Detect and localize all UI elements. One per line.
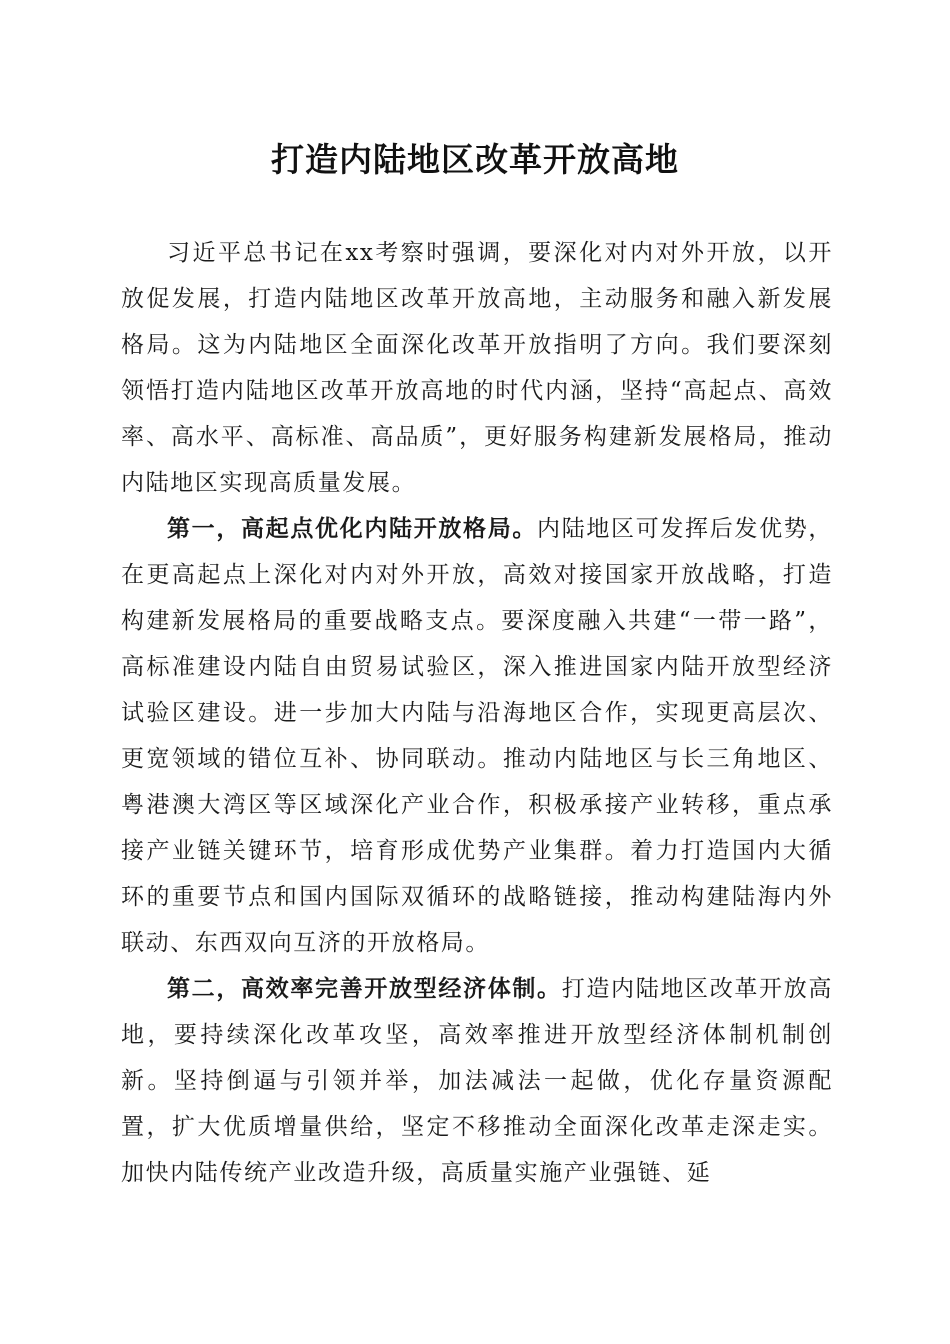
paragraph-first-point [121, 506, 833, 966]
paragraph-lead-heading: 第一，高起点优化内陆开放格局。 [167, 515, 538, 542]
paragraph-lead-heading: 第二，高效率完善开放型经济体制。 [167, 975, 562, 1002]
paragraph-text: 打造内陆地区改革开放高地，要持续深化改革攻坚，高效率推进开放型经济体制机制创新。坚持倒逼与引领并举，加法减法一起做，优化存量资源配置，扩大优质增量供给，坚定不移推动全面深化改革走深走实。加快内陆传统产业改造升级，高质量实施产业强链、延 [121, 976, 833, 1186]
paragraph-second-point [121, 966, 833, 1196]
paragraph-intro [121, 230, 833, 506]
paragraph-text: 习近平总书记在xx考察时强调，要深化对内对外开放，以开放促发展，打造内陆地区改革开放高地，主动服务和融入新发展格局。这为内陆地区全面深化改革开放指明了方向。我们要深刻领悟打造内陆地区改革开放高地的时代内涵，坚持“高起点、高效率、高水平、高标准、高品质”，更好服务构建新发展格局，推动内陆地区实现高质量发展。 [121, 240, 833, 496]
document-body [121, 230, 833, 1196]
document-title: 打造内陆地区改革开放高地 [271, 140, 679, 179]
paragraph-text: 内陆地区可发挥后发优势，在更高起点上深化对内对外开放，高效对接国家开放战略，打造构建新发展格局的重要战略支点。要深度融入共建“一带一路”，高标准建设内陆自由贸易试验区，深入推进国家内陆开放型经济试验区建设。进一步加大内陆与沿海地区合作，实现更高层次、更宽领域的错位互补、协同联动。推动内陆地区与长三角地区、粤港澳大湾区等区域深化产业合作，积极承接产业转移，重点承接产业链关键环节，培育形成优势产业集群。着力打造国内大循环的重要节点和国内国际双循环的战略链接，推动构建陆海内外联动、东西双向互济的开放格局。 [121, 516, 834, 956]
